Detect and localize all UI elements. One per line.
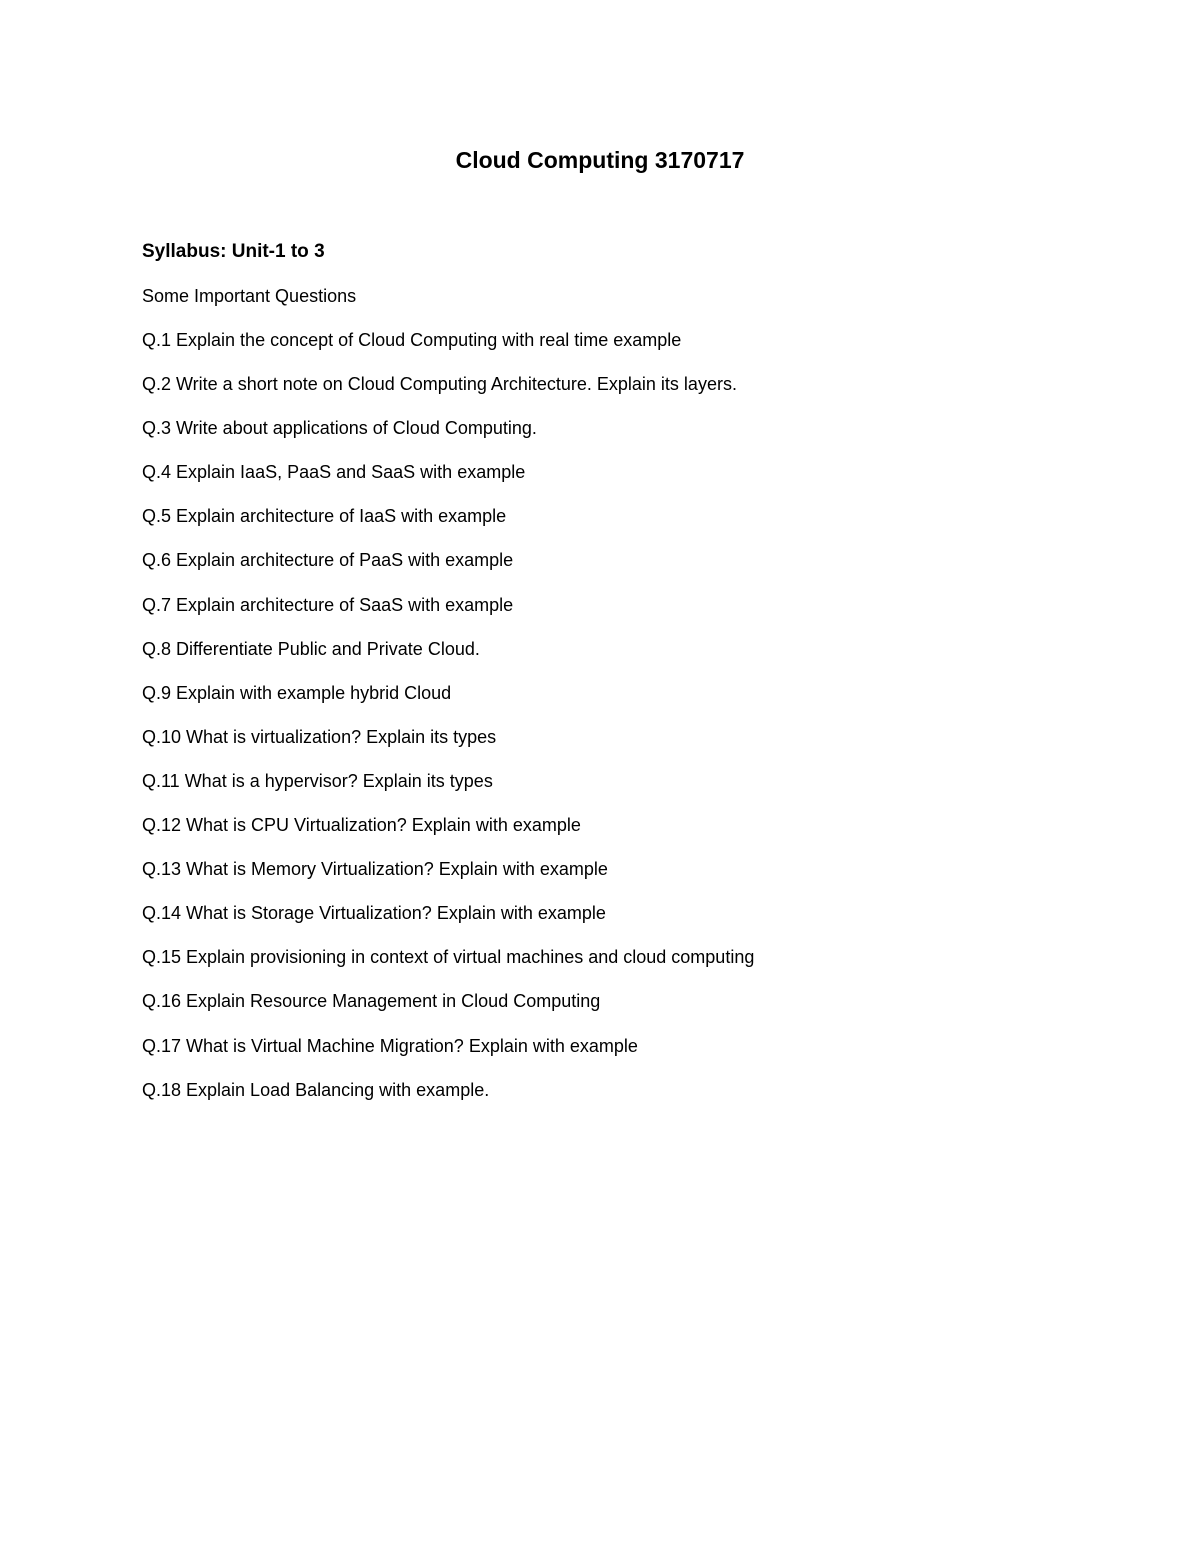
question-list	[142, 326, 1142, 1104]
question-item-18: Q.18 Explain Load Balancing with example.	[142, 1079, 490, 1100]
question-item-9: Q.9 Explain with example hybrid Cloud	[142, 682, 452, 703]
question-item-12: Q.12 What is CPU Virtualization? Explain with example	[142, 815, 581, 836]
question-item-16: Q.16 Explain Resource Management in Cloud Computing	[142, 991, 601, 1012]
intro-text: Some Important Questions	[142, 286, 357, 306]
document-body	[142, 238, 1142, 1120]
question-item-7: Q.7 Explain architecture of SaaS with example	[142, 594, 514, 615]
question-item-11: Q.11 What is a hypervisor? Explain its types	[142, 770, 493, 791]
question-item-10: Q.10 What is virtualization? Explain its types	[142, 726, 497, 747]
question-item-2: Q.2 Write a short note on Cloud Computing Architecture. Explain its layers.	[142, 374, 737, 395]
question-item-17: Q.17 What is Virtual Machine Migration? Explain with example	[142, 1035, 638, 1056]
syllabus-heading: Syllabus: Unit-1 to 3	[142, 241, 325, 262]
question-item-15: Q.15 Explain provisioning in context of virtual machines and cloud computing	[142, 947, 755, 968]
question-item-13: Q.13 What is Memory Virtualization? Explain with example	[142, 859, 608, 880]
question-item-14: Q.14 What is Storage Virtualization? Explain with example	[142, 903, 606, 924]
question-item-6: Q.6 Explain architecture of PaaS with example	[142, 550, 514, 571]
question-item-5: Q.5 Explain architecture of IaaS with example	[142, 506, 507, 527]
question-item-8: Q.8 Differentiate Public and Private Cloud.	[142, 638, 480, 659]
question-item-3: Q.3 Write about applications of Cloud Computing.	[142, 418, 537, 439]
question-item-4: Q.4 Explain IaaS, PaaS and SaaS with example	[142, 462, 526, 483]
page-title: Cloud Computing 3170717	[455, 147, 745, 173]
question-item-1: Q.1 Explain the concept of Cloud Computing with real time example	[142, 330, 682, 350]
